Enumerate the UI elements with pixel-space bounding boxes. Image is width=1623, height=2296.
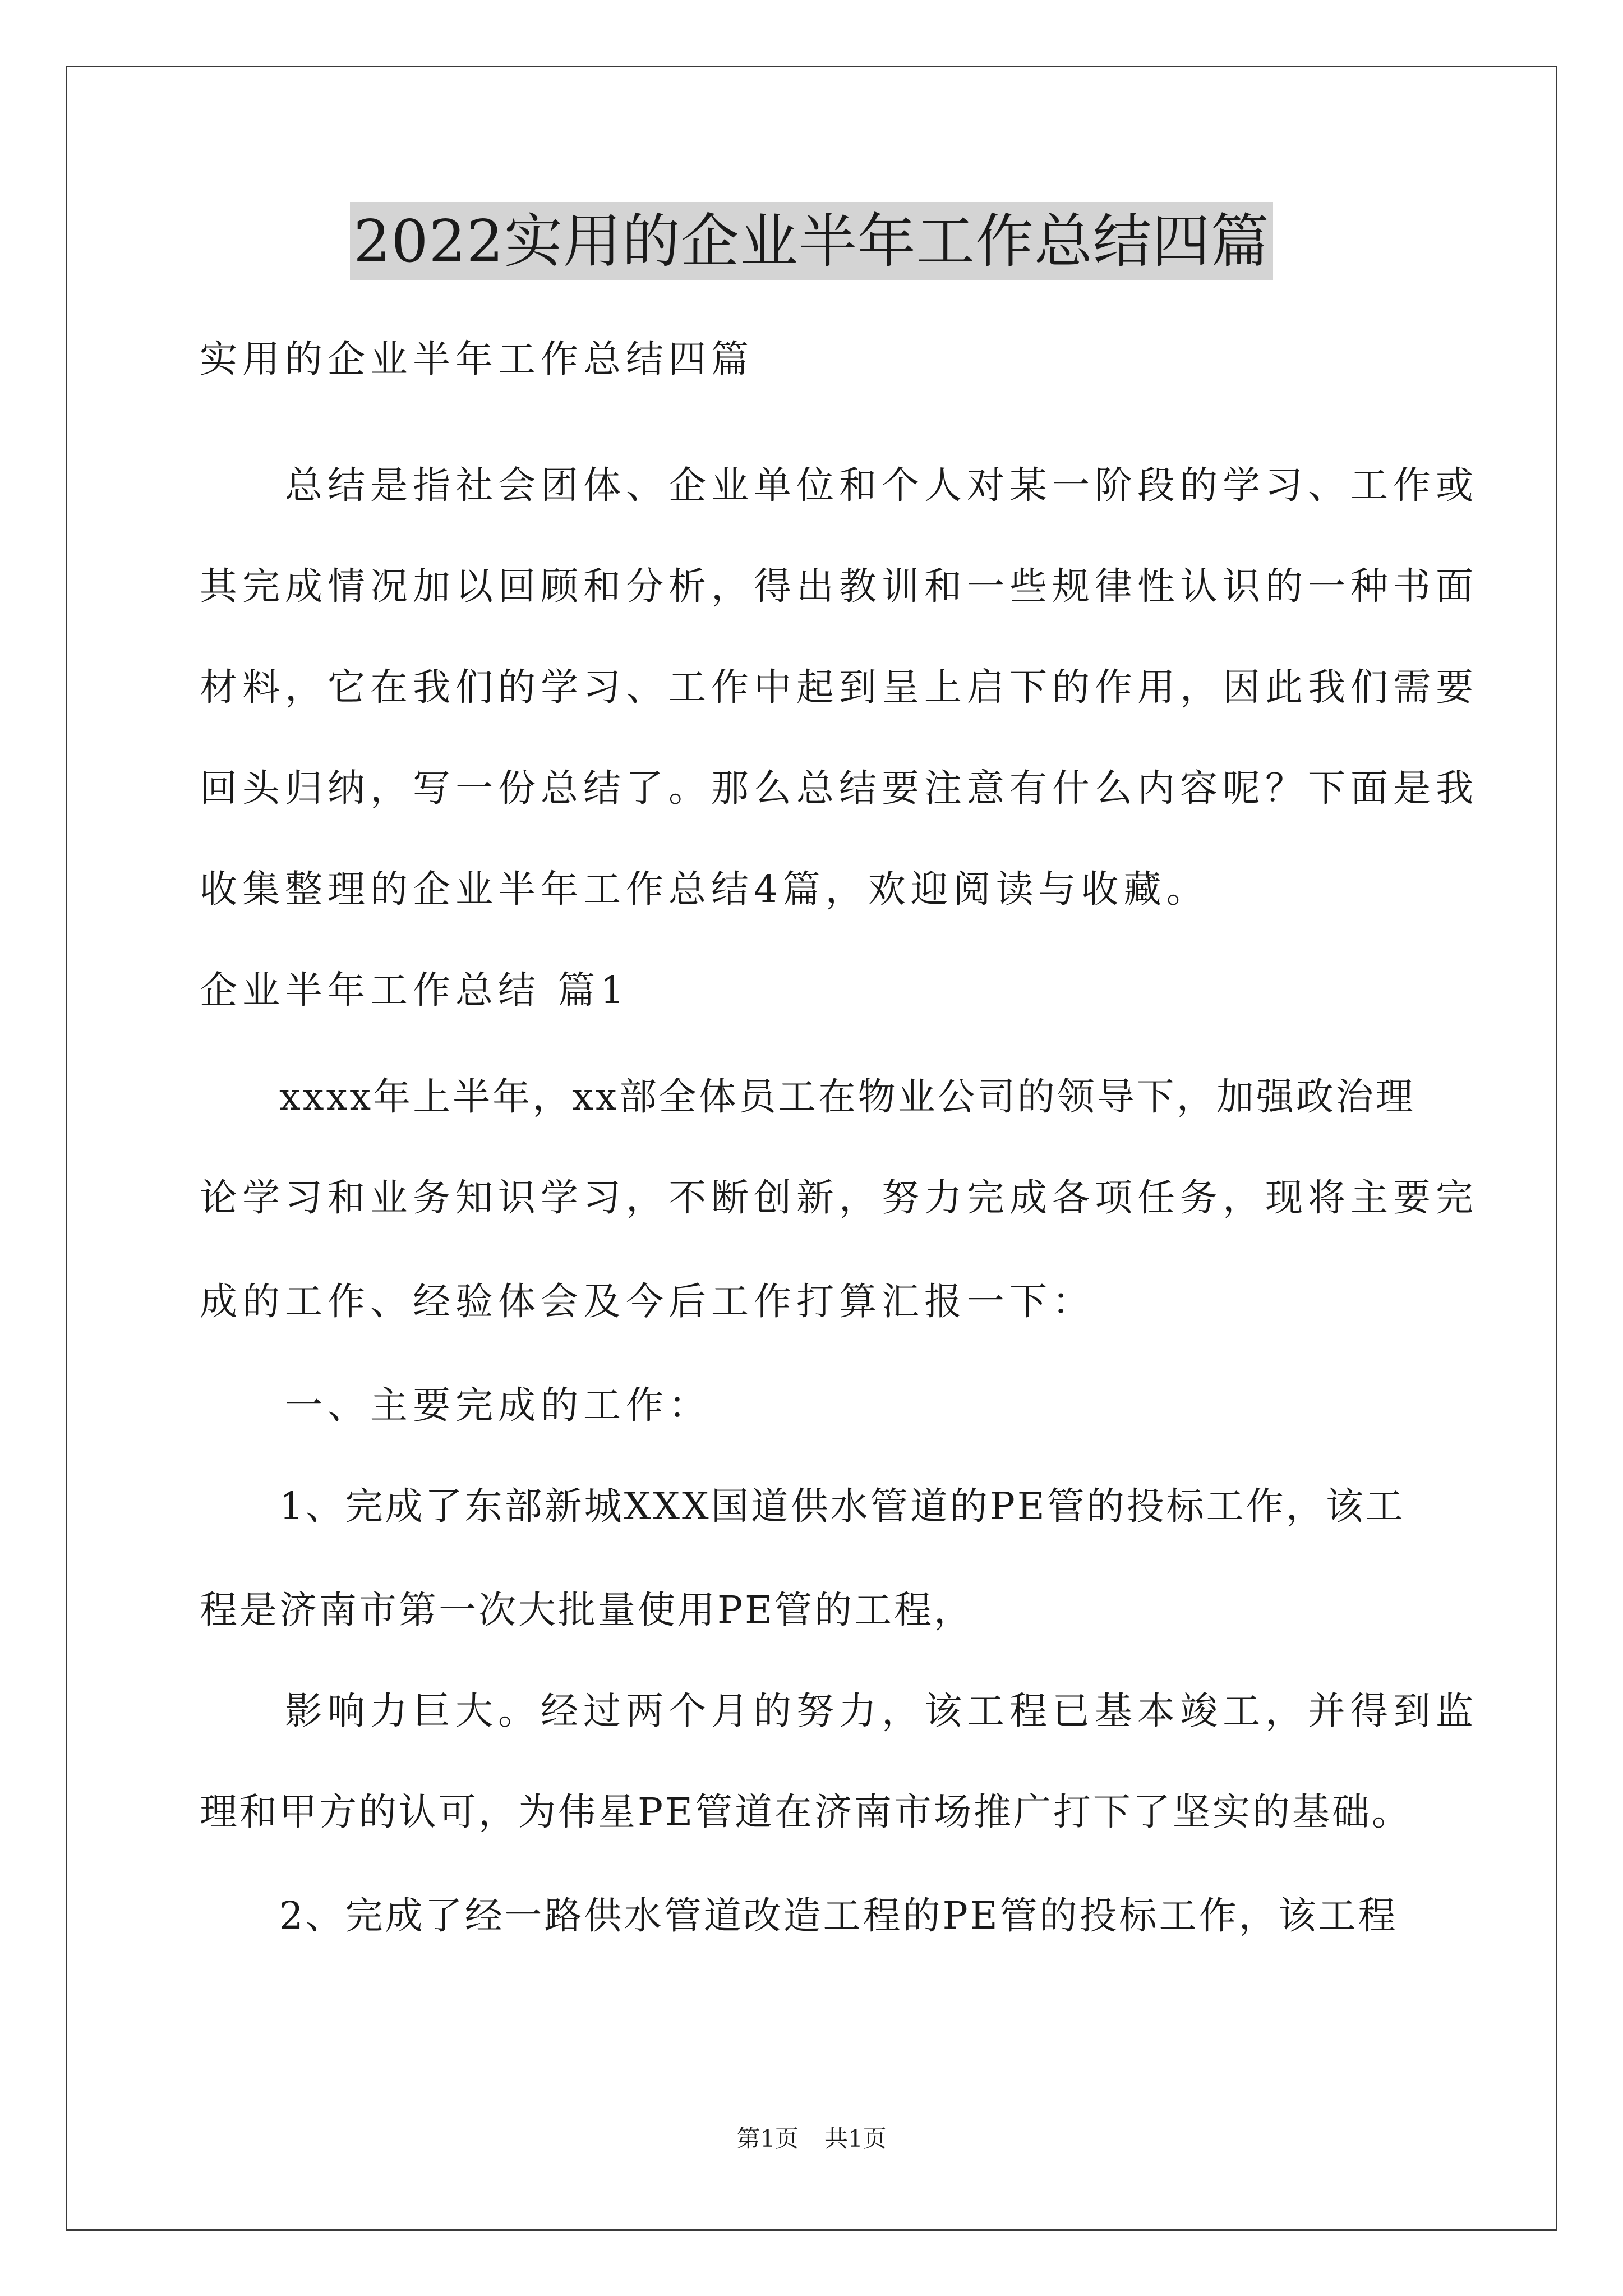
body-line: 理和甲方的认可，为伟星PE管道在济南市场推广打下了坚实的基础。 (200, 1790, 1412, 1834)
subtitle-line: 实用的企业半年工作总结四篇 (200, 337, 754, 381)
body-line: 程是济南市第一次大批量使用PE管的工程， (200, 1588, 974, 1632)
section-heading: 企业半年工作总结 篇1 (200, 968, 629, 1012)
body-line: 总结是指社会团体、企业单位和个人对某一阶段的学习、工作或 (200, 463, 1478, 507)
body-line: 论学习和业务知识学习，不断创新，努力完成各项任务，现将主要完 (200, 1176, 1478, 1220)
body-line: 成的工作、经验体会及今后工作打算汇报一下： (200, 1280, 1095, 1323)
body-line: 2、完成了经一路供水管道改造工程的PE管的投标工作，该工程 (200, 1894, 1398, 1938)
body-line: 收集整理的企业半年工作总结4篇，欢迎阅读与收藏。 (200, 867, 1209, 911)
body-line: 一、主要完成的工作： (200, 1383, 711, 1427)
page-total: 共1页 (824, 2125, 887, 2152)
body-line: 1、完成了东部新城XXX国道供水管道的PE管的投标工作，该工 (200, 1484, 1405, 1528)
body-line: 影响力巨大。经过两个月的努力，该工程已基本竣工，并得到监 (200, 1689, 1478, 1733)
body-line: 其完成情况加以回顾和分析，得出教训和一些规律性认识的一种书面 (200, 564, 1478, 608)
body-line: 回头归纳，写一份总结了。那么总结要注意有什么内容呢？下面是我 (200, 766, 1478, 810)
document-title: 2022实用的企业半年工作总结四篇 (350, 202, 1273, 280)
page-number: 第1页 (736, 2125, 799, 2152)
body-line: 材料，它在我们的学习、工作中起到呈上启下的作用，因此我们需要 (200, 665, 1478, 709)
body-line: xxxx年上半年，xx部全体员工在物业公司的领导下，加强政治理 (200, 1075, 1415, 1119)
title-container (0, 202, 1623, 280)
page-footer (0, 2123, 1623, 2155)
